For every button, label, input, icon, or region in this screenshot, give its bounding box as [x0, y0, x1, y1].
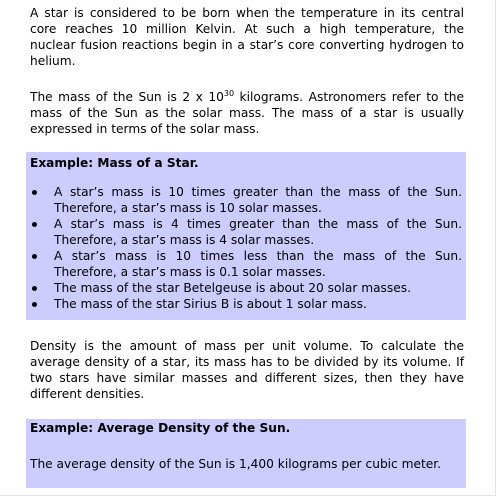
- example-mass-title: Example: Mass of a Star.: [30, 156, 199, 170]
- list-item: [26, 216, 466, 248]
- paragraph-density: Density is the amount of mass per unit volume. To calculate the average density of a star, its mass has to be divided by its volume. If two stars have similar masses and different sizes, then they have different densities.: [30, 339, 464, 401]
- bullet-icon: [32, 254, 37, 259]
- list-item: [26, 280, 466, 296]
- example-density-text: The average density of the Sun is 1,400 kilograms per cubic meter.: [30, 457, 442, 471]
- example-mass-of-star-box: [26, 152, 466, 320]
- example-density-box: [26, 419, 466, 488]
- list-item-text: A star’s mass is 4 times greater than the mass of the Sun. Therefore, a star’s mass is 4 solar masses.: [54, 217, 462, 247]
- solar-mass-text-start: The mass of the Sun is 2 x 10: [30, 90, 224, 104]
- bullet-icon: [32, 286, 37, 291]
- list-item: [26, 184, 466, 216]
- list-item-text: The mass of the star Sirius B is about 1 solar mass.: [54, 297, 367, 311]
- solar-mass-exponent: 30: [223, 89, 235, 98]
- list-item: [26, 296, 466, 312]
- solar-mass-text-end: kilograms. Astronomers refer to the mass of the Sun as the solar mass. The mass of a star is usually expressed in terms of the solar mass.: [30, 90, 464, 136]
- paragraph-solar-mass: [30, 89, 464, 137]
- list-item: [26, 248, 466, 280]
- list-item-text: A star’s mass is 10 times less than the mass of the Sun. Therefore, a star’s mass is 0.1 solar masses.: [54, 249, 462, 279]
- example-density-title: Example: Average Density of the Sun.: [30, 421, 291, 435]
- list-item-text: The mass of the star Betelgeuse is about 20 solar masses.: [54, 281, 411, 295]
- bullet-icon: [32, 222, 37, 227]
- paragraph-star-birth: A star is considered to be born when the temperature in its central core reaches 10 million Kelvin. At such a high temperature, the nuclear fusion reactions begin in a star’s core converting hydrogen to helium.: [30, 6, 464, 68]
- bullet-icon: [32, 302, 37, 307]
- example-mass-list: [26, 184, 466, 312]
- bullet-icon: [32, 190, 37, 195]
- list-item-text: A star’s mass is 10 times greater than the mass of the Sun. Therefore, a star’s mass is 10 solar masses.: [54, 185, 462, 215]
